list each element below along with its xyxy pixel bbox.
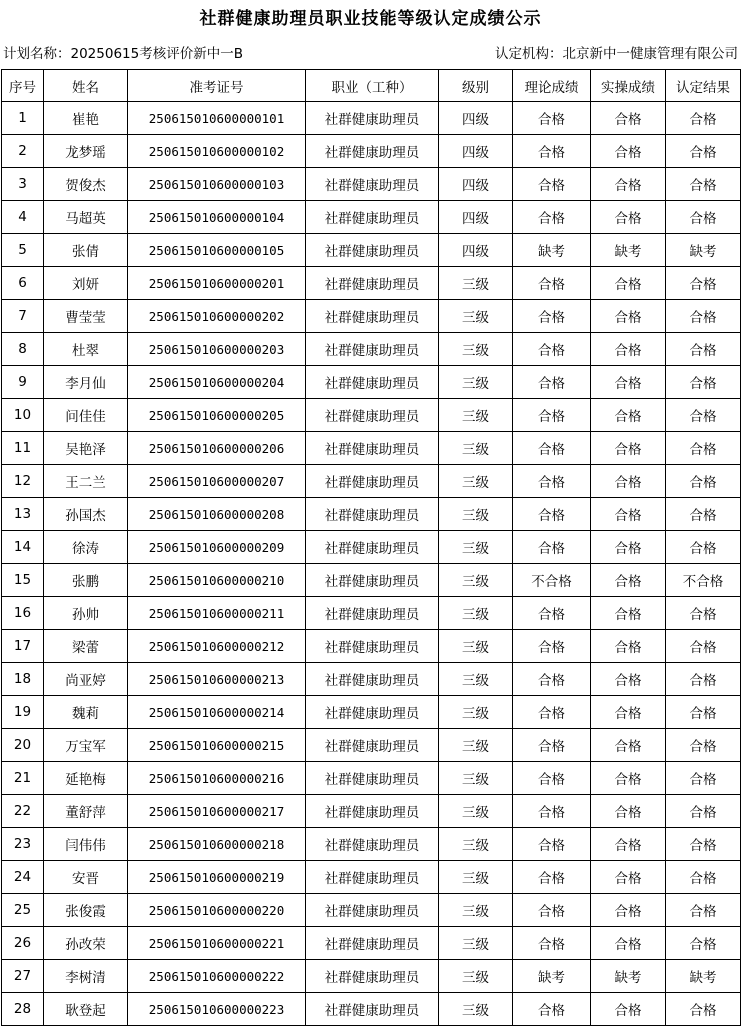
cell-occupation: 社群健康助理员	[306, 102, 439, 135]
cell-index: 3	[2, 168, 44, 201]
cell-occupation: 社群健康助理员	[306, 696, 439, 729]
cell-result: 合格	[666, 399, 741, 432]
cell-level: 三级	[439, 861, 513, 894]
cell-practice: 合格	[591, 399, 666, 432]
cell-theory: 合格	[513, 135, 591, 168]
table-row	[2, 168, 741, 201]
cell-level: 三级	[439, 729, 513, 762]
cell-ticket: 250615010600000213	[128, 663, 306, 696]
cell-level: 三级	[439, 300, 513, 333]
cell-name: 梁蕾	[44, 630, 128, 663]
cell-occupation: 社群健康助理员	[306, 861, 439, 894]
table-row	[2, 729, 741, 762]
cell-ticket: 250615010600000103	[128, 168, 306, 201]
cell-name: 尚亚婷	[44, 663, 128, 696]
cell-theory: 不合格	[513, 564, 591, 597]
cell-practice: 合格	[591, 300, 666, 333]
cell-practice: 合格	[591, 366, 666, 399]
cell-index: 20	[2, 729, 44, 762]
cell-level: 三级	[439, 564, 513, 597]
cell-name: 曹莹莹	[44, 300, 128, 333]
cell-level: 三级	[439, 663, 513, 696]
table-row	[2, 432, 741, 465]
cell-practice: 合格	[591, 135, 666, 168]
cell-name: 龙梦瑶	[44, 135, 128, 168]
cell-theory: 合格	[513, 630, 591, 663]
cell-theory: 合格	[513, 861, 591, 894]
cell-level: 三级	[439, 399, 513, 432]
table-row	[2, 399, 741, 432]
cell-index: 11	[2, 432, 44, 465]
cell-ticket: 250615010600000217	[128, 795, 306, 828]
cell-level: 三级	[439, 993, 513, 1026]
cell-occupation: 社群健康助理员	[306, 135, 439, 168]
cell-index: 26	[2, 927, 44, 960]
header-cell-level: 级别	[439, 70, 513, 102]
cell-result: 合格	[666, 201, 741, 234]
table-row	[2, 300, 741, 333]
cell-ticket: 250615010600000209	[128, 531, 306, 564]
cell-theory: 合格	[513, 267, 591, 300]
cell-practice: 合格	[591, 597, 666, 630]
cell-ticket: 250615010600000206	[128, 432, 306, 465]
cell-result: 合格	[666, 630, 741, 663]
cell-name: 延艳梅	[44, 762, 128, 795]
cell-theory: 合格	[513, 828, 591, 861]
cell-result: 合格	[666, 696, 741, 729]
cell-ticket: 250615010600000201	[128, 267, 306, 300]
cell-level: 四级	[439, 234, 513, 267]
cell-index: 9	[2, 366, 44, 399]
cell-level: 三级	[439, 894, 513, 927]
cell-index: 15	[2, 564, 44, 597]
page-title: 社群健康助理员职业技能等级认定成绩公示	[199, 9, 542, 29]
cell-practice: 合格	[591, 498, 666, 531]
cell-index: 16	[2, 597, 44, 630]
cell-ticket: 250615010600000222	[128, 960, 306, 993]
cell-level: 三级	[439, 366, 513, 399]
cell-result: 合格	[666, 828, 741, 861]
cell-result: 合格	[666, 927, 741, 960]
cell-occupation: 社群健康助理员	[306, 762, 439, 795]
cell-occupation: 社群健康助理员	[306, 564, 439, 597]
cell-result: 合格	[666, 333, 741, 366]
cell-result: 合格	[666, 267, 741, 300]
table-row	[2, 498, 741, 531]
header-cell-theory: 理论成绩	[513, 70, 591, 102]
cell-level: 三级	[439, 333, 513, 366]
cell-occupation: 社群健康助理员	[306, 234, 439, 267]
table-row	[2, 993, 741, 1026]
cell-theory: 合格	[513, 696, 591, 729]
cell-ticket: 250615010600000223	[128, 993, 306, 1026]
cell-result: 合格	[666, 762, 741, 795]
table-row	[2, 531, 741, 564]
table-row	[2, 795, 741, 828]
org-name: 北京新中一健康管理有限公司	[562, 46, 738, 62]
org-info	[495, 44, 738, 64]
cell-index: 10	[2, 399, 44, 432]
cell-index: 23	[2, 828, 44, 861]
cell-ticket: 250615010600000220	[128, 894, 306, 927]
cell-occupation: 社群健康助理员	[306, 630, 439, 663]
cell-practice: 合格	[591, 333, 666, 366]
cell-level: 三级	[439, 597, 513, 630]
cell-index: 5	[2, 234, 44, 267]
cell-theory: 合格	[513, 729, 591, 762]
cell-index: 22	[2, 795, 44, 828]
cell-result: 缺考	[666, 960, 741, 993]
cell-level: 四级	[439, 201, 513, 234]
cell-name: 李树清	[44, 960, 128, 993]
cell-result: 合格	[666, 300, 741, 333]
header-cell-occupation: 职业（工种）	[306, 70, 439, 102]
table-row	[2, 564, 741, 597]
table-row	[2, 465, 741, 498]
cell-practice: 合格	[591, 465, 666, 498]
cell-occupation: 社群健康助理员	[306, 201, 439, 234]
cell-result: 合格	[666, 861, 741, 894]
cell-ticket: 250615010600000216	[128, 762, 306, 795]
cell-occupation: 社群健康助理员	[306, 795, 439, 828]
meta-line	[0, 44, 741, 64]
cell-level: 三级	[439, 531, 513, 564]
cell-result: 合格	[666, 366, 741, 399]
cell-theory: 合格	[513, 432, 591, 465]
cell-name: 安晋	[44, 861, 128, 894]
cell-ticket: 250615010600000105	[128, 234, 306, 267]
table-row	[2, 267, 741, 300]
cell-result: 合格	[666, 432, 741, 465]
cell-name: 徐涛	[44, 531, 128, 564]
cell-result: 合格	[666, 894, 741, 927]
cell-ticket: 250615010600000202	[128, 300, 306, 333]
cell-result: 合格	[666, 663, 741, 696]
cell-level: 四级	[439, 168, 513, 201]
cell-practice: 缺考	[591, 234, 666, 267]
table-row	[2, 135, 741, 168]
cell-practice: 合格	[591, 564, 666, 597]
cell-ticket: 250615010600000204	[128, 366, 306, 399]
cell-index: 18	[2, 663, 44, 696]
header-cell-practice: 实操成绩	[591, 70, 666, 102]
table-row	[2, 234, 741, 267]
cell-theory: 合格	[513, 597, 591, 630]
cell-level: 三级	[439, 432, 513, 465]
cell-ticket: 250615010600000208	[128, 498, 306, 531]
cell-theory: 合格	[513, 102, 591, 135]
cell-theory: 合格	[513, 795, 591, 828]
cell-result: 合格	[666, 498, 741, 531]
cell-practice: 合格	[591, 168, 666, 201]
header-cell-index: 序号	[2, 70, 44, 102]
cell-level: 四级	[439, 102, 513, 135]
cell-result: 合格	[666, 531, 741, 564]
cell-occupation: 社群健康助理员	[306, 366, 439, 399]
cell-name: 贺俊杰	[44, 168, 128, 201]
cell-index: 17	[2, 630, 44, 663]
cell-ticket: 250615010600000102	[128, 135, 306, 168]
table-row	[2, 630, 741, 663]
table-row	[2, 663, 741, 696]
cell-theory: 合格	[513, 399, 591, 432]
cell-index: 7	[2, 300, 44, 333]
cell-level: 三级	[439, 498, 513, 531]
cell-practice: 合格	[591, 531, 666, 564]
cell-level: 三级	[439, 696, 513, 729]
cell-ticket: 250615010600000203	[128, 333, 306, 366]
cell-ticket: 250615010600000101	[128, 102, 306, 135]
cell-name: 问佳佳	[44, 399, 128, 432]
cell-theory: 合格	[513, 993, 591, 1026]
cell-practice: 合格	[591, 102, 666, 135]
cell-name: 孙改荣	[44, 927, 128, 960]
cell-name: 董舒萍	[44, 795, 128, 828]
cell-index: 24	[2, 861, 44, 894]
cell-occupation: 社群健康助理员	[306, 465, 439, 498]
cell-index: 25	[2, 894, 44, 927]
cell-level: 三级	[439, 465, 513, 498]
cell-name: 张俊霞	[44, 894, 128, 927]
cell-name: 张倩	[44, 234, 128, 267]
cell-theory: 合格	[513, 762, 591, 795]
cell-level: 三级	[439, 960, 513, 993]
cell-index: 13	[2, 498, 44, 531]
cell-result: 合格	[666, 729, 741, 762]
cell-practice: 合格	[591, 795, 666, 828]
cell-result: 合格	[666, 102, 741, 135]
cell-result: 合格	[666, 597, 741, 630]
table-row	[2, 102, 741, 135]
cell-name: 崔艳	[44, 102, 128, 135]
table-row	[2, 333, 741, 366]
cell-ticket: 250615010600000205	[128, 399, 306, 432]
cell-index: 14	[2, 531, 44, 564]
cell-index: 6	[2, 267, 44, 300]
table-row	[2, 597, 741, 630]
cell-ticket: 250615010600000218	[128, 828, 306, 861]
cell-theory: 合格	[513, 498, 591, 531]
cell-practice: 合格	[591, 267, 666, 300]
cell-occupation: 社群健康助理员	[306, 432, 439, 465]
cell-ticket: 250615010600000214	[128, 696, 306, 729]
table-row	[2, 927, 741, 960]
cell-ticket: 250615010600000215	[128, 729, 306, 762]
cell-occupation: 社群健康助理员	[306, 927, 439, 960]
cell-name: 刘妍	[44, 267, 128, 300]
cell-occupation: 社群健康助理员	[306, 333, 439, 366]
cell-practice: 合格	[591, 729, 666, 762]
table-body	[2, 102, 741, 1026]
cell-theory: 合格	[513, 300, 591, 333]
cell-name: 万宝军	[44, 729, 128, 762]
cell-level: 三级	[439, 828, 513, 861]
cell-level: 三级	[439, 630, 513, 663]
cell-name: 孙国杰	[44, 498, 128, 531]
cell-theory: 合格	[513, 531, 591, 564]
table-row	[2, 366, 741, 399]
cell-index: 27	[2, 960, 44, 993]
cell-theory: 合格	[513, 465, 591, 498]
cell-theory: 合格	[513, 663, 591, 696]
cell-occupation: 社群健康助理员	[306, 993, 439, 1026]
cell-theory: 合格	[513, 894, 591, 927]
cell-name: 孙帅	[44, 597, 128, 630]
cell-practice: 合格	[591, 696, 666, 729]
cell-theory: 合格	[513, 366, 591, 399]
cell-level: 三级	[439, 267, 513, 300]
results-table	[1, 69, 741, 1026]
cell-index: 2	[2, 135, 44, 168]
cell-theory: 合格	[513, 927, 591, 960]
cell-name: 张鹏	[44, 564, 128, 597]
cell-ticket: 250615010600000219	[128, 861, 306, 894]
cell-level: 三级	[439, 927, 513, 960]
cell-name: 魏莉	[44, 696, 128, 729]
cell-result: 缺考	[666, 234, 741, 267]
cell-level: 三级	[439, 762, 513, 795]
cell-practice: 合格	[591, 663, 666, 696]
cell-practice: 合格	[591, 927, 666, 960]
cell-theory: 缺考	[513, 960, 591, 993]
cell-result: 合格	[666, 135, 741, 168]
cell-index: 19	[2, 696, 44, 729]
header-cell-result: 认定结果	[666, 70, 741, 102]
cell-result: 合格	[666, 993, 741, 1026]
org-label: 认定机构：	[495, 46, 563, 62]
table-row	[2, 201, 741, 234]
cell-name: 杜翠	[44, 333, 128, 366]
table-row	[2, 762, 741, 795]
cell-name: 耿登起	[44, 993, 128, 1026]
cell-result: 合格	[666, 168, 741, 201]
cell-ticket: 250615010600000221	[128, 927, 306, 960]
cell-practice: 合格	[591, 630, 666, 663]
cell-name: 马超英	[44, 201, 128, 234]
header-row	[2, 70, 741, 102]
cell-practice: 合格	[591, 432, 666, 465]
cell-level: 三级	[439, 795, 513, 828]
cell-result: 不合格	[666, 564, 741, 597]
cell-practice: 合格	[591, 894, 666, 927]
cell-occupation: 社群健康助理员	[306, 267, 439, 300]
cell-name: 闫伟伟	[44, 828, 128, 861]
cell-result: 合格	[666, 795, 741, 828]
cell-ticket: 250615010600000210	[128, 564, 306, 597]
header-cell-name: 姓名	[44, 70, 128, 102]
cell-occupation: 社群健康助理员	[306, 597, 439, 630]
cell-result: 合格	[666, 465, 741, 498]
cell-occupation: 社群健康助理员	[306, 300, 439, 333]
cell-occupation: 社群健康助理员	[306, 663, 439, 696]
cell-practice: 合格	[591, 201, 666, 234]
cell-ticket: 250615010600000212	[128, 630, 306, 663]
cell-practice: 缺考	[591, 960, 666, 993]
cell-practice: 合格	[591, 993, 666, 1026]
cell-index: 21	[2, 762, 44, 795]
cell-occupation: 社群健康助理员	[306, 399, 439, 432]
cell-level: 四级	[439, 135, 513, 168]
cell-theory: 合格	[513, 201, 591, 234]
cell-occupation: 社群健康助理员	[306, 729, 439, 762]
cell-occupation: 社群健康助理员	[306, 168, 439, 201]
cell-index: 4	[2, 201, 44, 234]
cell-theory: 合格	[513, 333, 591, 366]
cell-index: 12	[2, 465, 44, 498]
cell-practice: 合格	[591, 828, 666, 861]
cell-index: 28	[2, 993, 44, 1026]
cell-occupation: 社群健康助理员	[306, 894, 439, 927]
plan-info	[3, 44, 243, 64]
cell-ticket: 250615010600000207	[128, 465, 306, 498]
header-cell-ticket: 准考证号	[128, 70, 306, 102]
cell-index: 8	[2, 333, 44, 366]
cell-name: 王二兰	[44, 465, 128, 498]
table-row	[2, 828, 741, 861]
cell-name: 李月仙	[44, 366, 128, 399]
cell-theory: 合格	[513, 168, 591, 201]
plan-name: 20250615考核评价新中一B	[70, 46, 243, 62]
cell-practice: 合格	[591, 762, 666, 795]
table-row	[2, 960, 741, 993]
table-row	[2, 894, 741, 927]
cell-occupation: 社群健康助理员	[306, 960, 439, 993]
cell-practice: 合格	[591, 861, 666, 894]
cell-occupation: 社群健康助理员	[306, 498, 439, 531]
cell-occupation: 社群健康助理员	[306, 828, 439, 861]
plan-label: 计划名称：	[3, 46, 71, 62]
cell-ticket: 250615010600000104	[128, 201, 306, 234]
cell-occupation: 社群健康助理员	[306, 531, 439, 564]
table-row	[2, 696, 741, 729]
cell-theory: 缺考	[513, 234, 591, 267]
cell-name: 吴艳泽	[44, 432, 128, 465]
cell-index: 1	[2, 102, 44, 135]
cell-ticket: 250615010600000211	[128, 597, 306, 630]
table-row	[2, 861, 741, 894]
